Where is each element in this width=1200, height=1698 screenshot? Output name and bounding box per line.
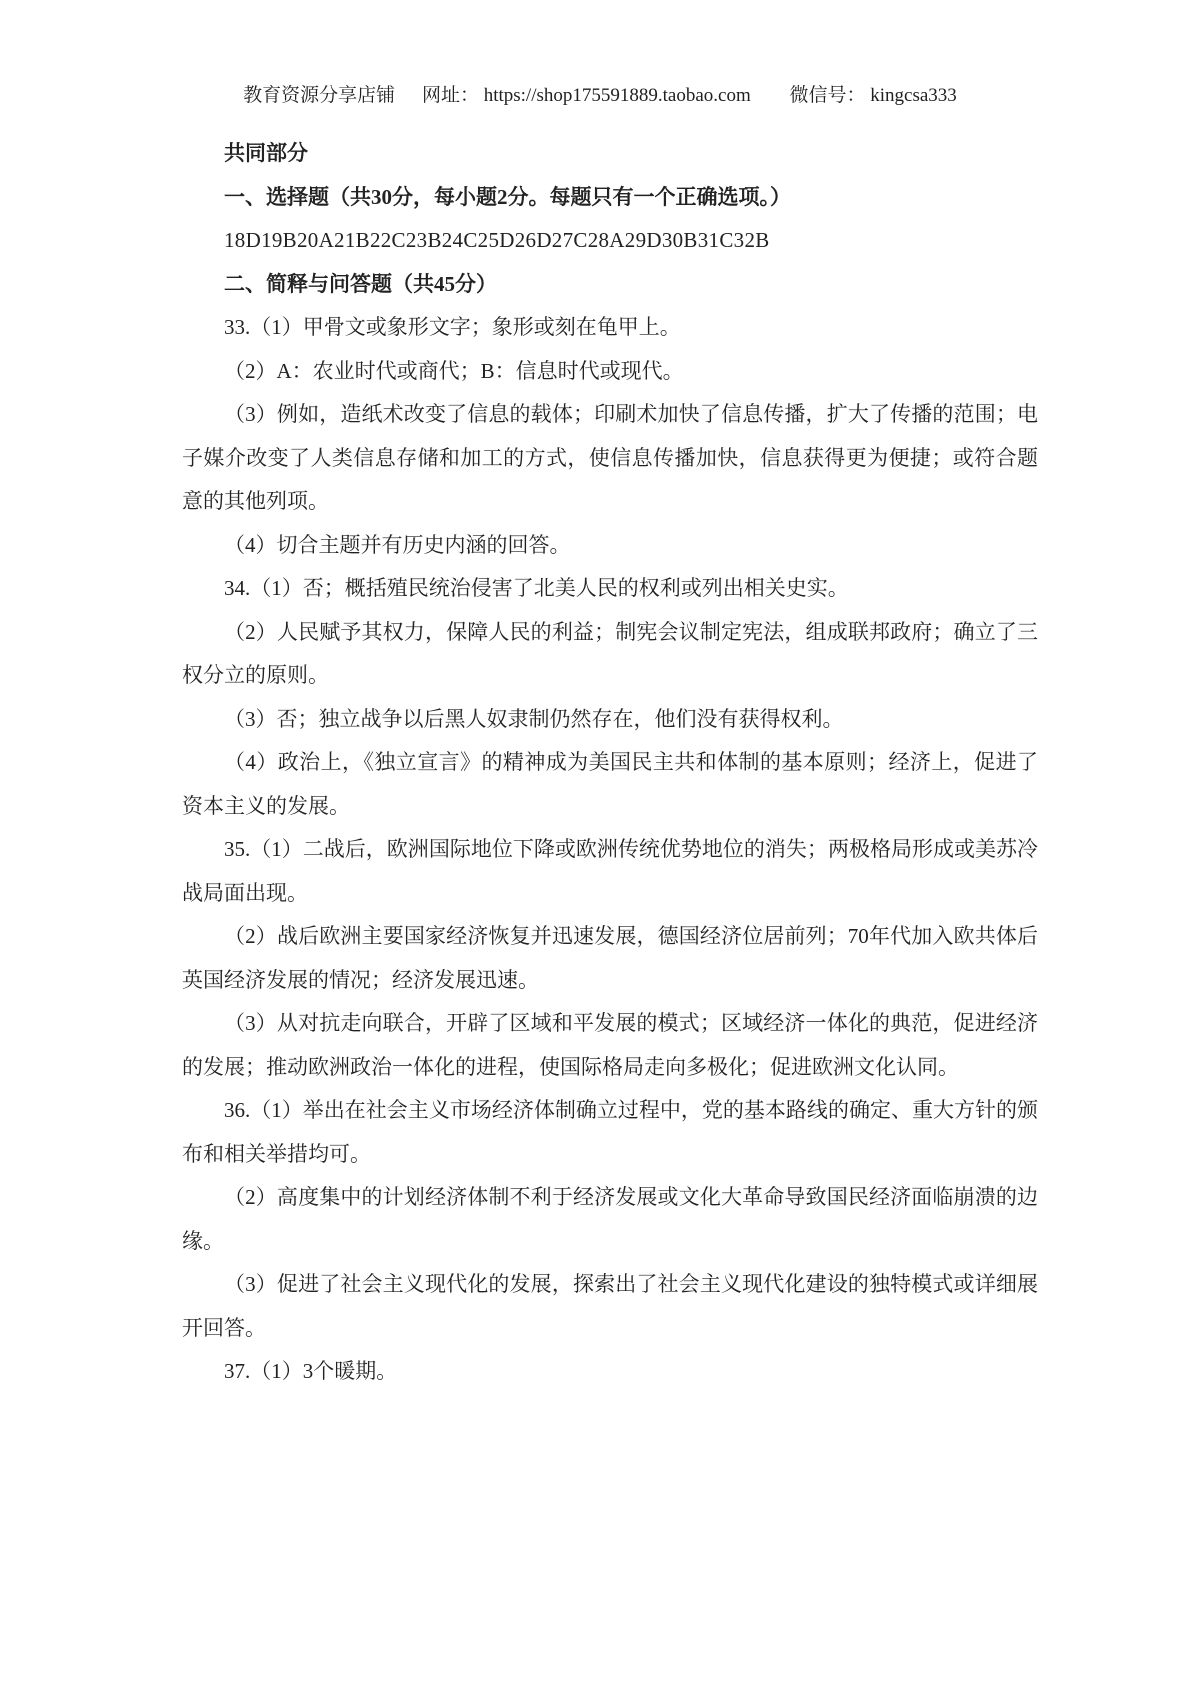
document-body — [0, 132, 1200, 1394]
answer-key-line: 18D19B20A21B22C23B24C25D26D27C28A29D30B31C32B — [224, 228, 770, 252]
answer-paragraph: 36.（1）举出在社会主义市场经济体制确立过程中，党的基本路线的确定、重大方针的颁布和相关举措均可。 — [182, 1098, 1038, 1166]
answer-paragraph: 35.（1）二战后，欧洲国际地位下降或欧洲传统优势地位的消失；两极格局形成或美苏冷战局面出现。 — [182, 837, 1038, 905]
answer-paragraph: （3）从对抗走向联合，开辟了区域和平发展的模式；区域经济一体化的典范，促进经济的发展；推动欧洲政治一体化的进程，使国际格局走向多极化；促进欧洲文化认同。 — [182, 1011, 1038, 1079]
wechat-label: 微信号： — [789, 85, 866, 106]
part1-heading: 一、选择题（共30分，每小题2分。每题只有一个正确选项。） — [224, 184, 791, 209]
answer-paragraph: 33.（1）甲骨文或象形文字；象形或刻在龟甲上。 — [224, 315, 681, 339]
answer-paragraph: （3）例如，造纸术改变了信息的载体；印刷术加快了信息传播，扩大了传播的范围；电子媒介改变了人类信息存储和加工的方式，使信息传播加快，信息获得更为便捷；或符合题意的其他列项。 — [182, 402, 1038, 513]
answer-paragraph: （2）战后欧洲主要国家经济恢复并迅速发展，德国经济位居前列；70年代加入欧共体后英国经济发展的情况；经济发展迅速。 — [182, 924, 1038, 992]
wechat-id: kingcsa333 — [870, 85, 957, 106]
answer-paragraph: 34.（1）否；概括殖民统治侵害了北美人民的权利或列出相关史实。 — [224, 576, 849, 600]
shop-name: 教育资源分享店铺 — [243, 85, 396, 106]
header — [0, 84, 1200, 108]
answer-paragraph: （4）切合主题并有历史内涵的回答。 — [224, 532, 571, 557]
answer-paragraph: （2）高度集中的计划经济体制不利于经济发展或文化大革命导致国民经济面临崩溃的边缘。 — [182, 1185, 1038, 1253]
answer-paragraph: （4）政治上，《独立宣言》的精神成为美国民主共和体制的基本原则；经济上，促进了资本主义的发展。 — [182, 750, 1038, 818]
url-label: 网址： — [421, 85, 479, 106]
url-value: https://shop175591889.taobao.com — [483, 85, 751, 106]
section-title: 共同部分 — [224, 141, 308, 165]
answer-paragraph: （3）促进了社会主义现代化的发展，探索出了社会主义现代化建设的独特模式或详细展开回答。 — [182, 1272, 1038, 1340]
answer-paragraph: 37.（1）3个暖期。 — [224, 1359, 398, 1383]
answer-paragraph: （2）A：农业时代或商代；B：信息时代或现代。 — [224, 358, 684, 383]
part2-heading: 二、简释与问答题（共45分） — [224, 271, 497, 296]
answer-paragraph: （3）否；独立战争以后黑人奴隶制仍然存在，他们没有获得权利。 — [224, 706, 844, 731]
answer-paragraph: （2）人民赋予其权力，保障人民的利益；制宪会议制定宪法，组成联邦政府；确立了三权分立的原则。 — [182, 619, 1038, 687]
